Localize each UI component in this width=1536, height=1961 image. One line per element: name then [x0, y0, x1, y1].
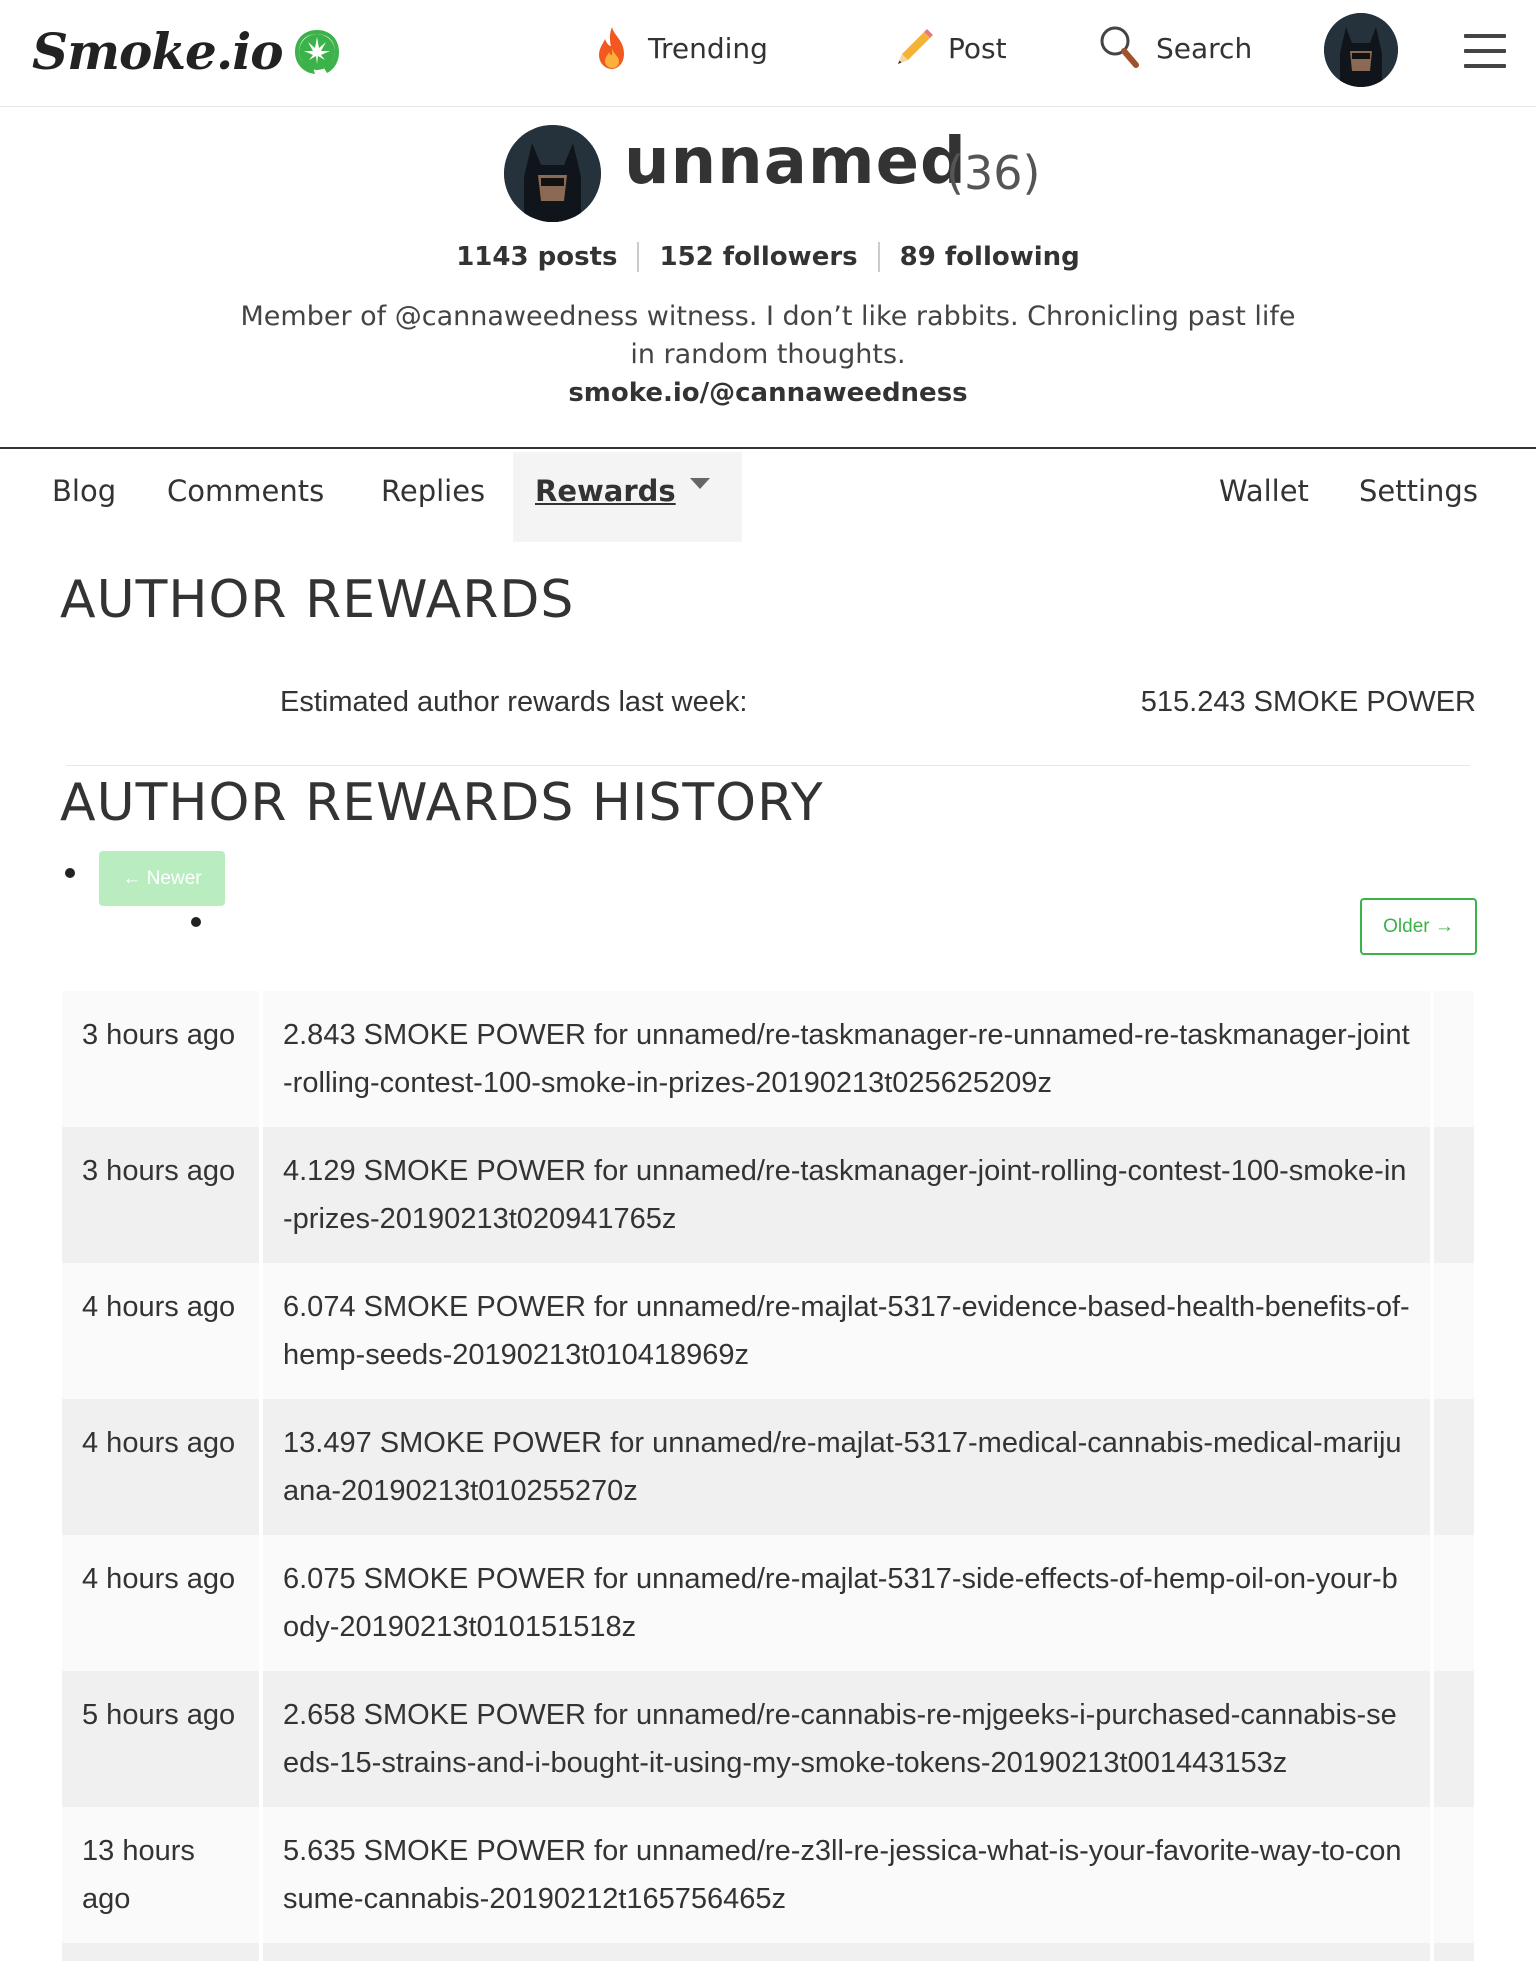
- row-time: 3 hours ago: [62, 1127, 259, 1263]
- estimate-label: Estimated author rewards last week:: [280, 686, 748, 718]
- row-description: 2.843 SMOKE POWER for unnamed/re-taskmanager-re-unnamed-re-taskmanager-joint-rolling-contest-100-smoke-in-prizes-20190213t025625209z: [263, 991, 1430, 1127]
- table-row: [62, 1263, 1474, 1399]
- row-time: 4 hours ago: [62, 1535, 259, 1671]
- row-time: 4 hours ago: [62, 1263, 259, 1399]
- row-extra-cell: [1434, 1535, 1474, 1671]
- profile-stats: [0, 242, 1536, 272]
- row-description: 2.658 SMOKE POWER for unnamed/re-cannabis-re-mjgeeks-i-purchased-cannabis-seeds-15-strains-and-i-bought-it-using-my-smoke-tokens-20190213t001443153z: [263, 1671, 1430, 1807]
- smoke-logo[interactable]: [32, 22, 341, 81]
- nav-trending-label: Trending: [648, 31, 768, 65]
- newer-button[interactable]: ← Newer: [99, 851, 225, 906]
- profile-bio: Member of @cannaweedness witness. I don’t like rabbits. Chronicling past life in random thoughts.: [240, 301, 1296, 370]
- section-divider: [66, 765, 1470, 766]
- rewards-history-heading: AUTHOR REWARDS HISTORY: [60, 773, 824, 833]
- row-time: 3 hours ago: [62, 991, 259, 1127]
- row-extra-cell: [1434, 1671, 1474, 1807]
- pencil-icon: [890, 24, 934, 72]
- row-time: 13 hours ago: [62, 1807, 259, 1943]
- rewards-history-table: [62, 991, 1474, 1961]
- table-row: [62, 1943, 1474, 1961]
- table-row: [62, 1671, 1474, 1807]
- row-time: 5 hours ago: [62, 1671, 259, 1807]
- author-rewards-heading: AUTHOR REWARDS: [60, 570, 575, 630]
- profile-avatar: [504, 125, 601, 222]
- table-row: [62, 1399, 1474, 1535]
- row-description: 6.075 SMOKE POWER for unnamed/re-majlat-5317-side-effects-of-hemp-oil-on-your-body-20190213t010151518z: [263, 1535, 1430, 1671]
- row-extra-cell: [1434, 1943, 1474, 1961]
- row-description: 13.497 SMOKE POWER for unnamed/re-majlat-5317-medical-cannabis-medical-marijuana-20190213t010255270z: [263, 1399, 1430, 1535]
- row-extra-cell: [1434, 1127, 1474, 1263]
- user-avatar[interactable]: [1324, 13, 1398, 87]
- caret-down-icon: [690, 478, 710, 489]
- row-description: 6.074 SMOKE POWER for unnamed/re-majlat-5317-evidence-based-health-benefits-of-hemp-seeds-20190213t010418969z: [263, 1263, 1430, 1399]
- row-time: [62, 1943, 259, 1961]
- tab-rewards-label: Rewards: [535, 474, 676, 508]
- magnifier-icon: [1098, 24, 1142, 72]
- row-description: 4.129 SMOKE POWER for unnamed/re-taskmanager-joint-rolling-contest-100-smoke-in-prizes-20190213t020941765z: [263, 1127, 1430, 1263]
- profile-reputation: (36): [946, 146, 1041, 200]
- profile-website-link[interactable]: smoke.io/@cannaweedness: [568, 378, 968, 408]
- row-extra-cell: [1434, 1399, 1474, 1535]
- row-description: [263, 1943, 1430, 1961]
- nav-search-label: Search: [1156, 31, 1253, 65]
- estimate-value: 515.243 SMOKE POWER: [1140, 686, 1476, 718]
- tab-settings[interactable]: Settings: [1359, 474, 1478, 508]
- table-row: [62, 1535, 1474, 1671]
- row-extra-cell: [1434, 991, 1474, 1127]
- tab-rewards[interactable]: [535, 474, 710, 508]
- batman-avatar-icon: [504, 125, 601, 222]
- batman-avatar-icon: [1324, 13, 1398, 87]
- table-row: [62, 991, 1474, 1127]
- row-description: 5.635 SMOKE POWER for unnamed/re-z3ll-re-jessica-what-is-your-favorite-way-to-consume-cannabis-20190212t165756465z: [263, 1807, 1430, 1943]
- profile-divider: [0, 447, 1536, 449]
- nav-post-label: Post: [948, 31, 1007, 65]
- list-bullet: [65, 868, 75, 878]
- logo-text: Smoke.io: [32, 22, 283, 81]
- nav-search[interactable]: [1098, 24, 1252, 72]
- older-button[interactable]: Older →: [1360, 898, 1477, 955]
- nav-trending[interactable]: [590, 24, 768, 72]
- flame-icon: [590, 24, 634, 72]
- row-time: 4 hours ago: [62, 1399, 259, 1535]
- tab-replies[interactable]: Replies: [381, 474, 486, 508]
- posts-count[interactable]: 1143 posts: [456, 242, 618, 272]
- nav-post[interactable]: [890, 24, 1007, 72]
- menu-hamburger-icon[interactable]: [1464, 34, 1506, 70]
- row-extra-cell: [1434, 1263, 1474, 1399]
- top-header: [0, 0, 1536, 107]
- profile-username: unnamed: [624, 125, 967, 199]
- tab-blog[interactable]: Blog: [52, 474, 117, 508]
- table-row: [62, 1127, 1474, 1263]
- row-extra-cell: [1434, 1807, 1474, 1943]
- following-count[interactable]: 89 following: [878, 242, 1100, 272]
- cannabis-leaf-icon: [293, 28, 341, 76]
- tab-comments[interactable]: Comments: [167, 474, 325, 508]
- list-bullet: [191, 917, 201, 927]
- followers-count[interactable]: 152 followers: [637, 242, 877, 272]
- table-row: [62, 1807, 1474, 1943]
- tab-wallet[interactable]: Wallet: [1219, 474, 1309, 508]
